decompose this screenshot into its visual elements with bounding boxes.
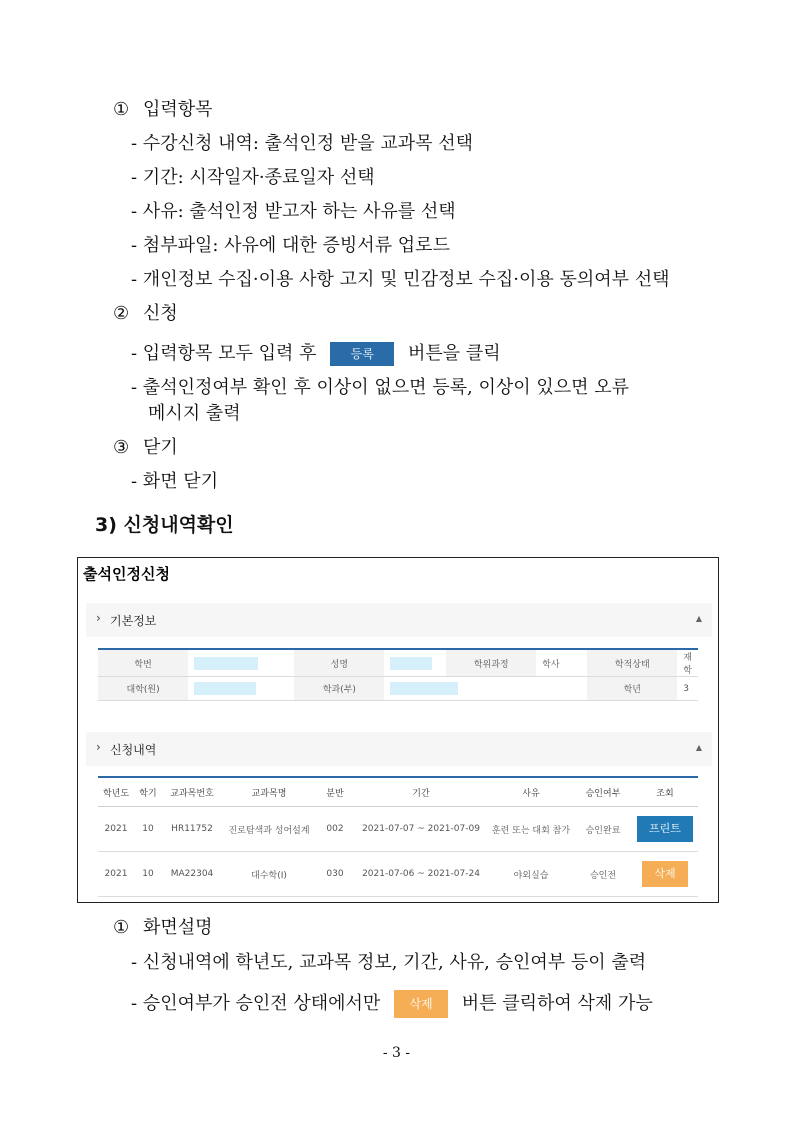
col-approval: 승인여부 [574,777,632,807]
student-no-label: 학번 [98,649,188,677]
masked-field [390,682,458,695]
section-4-number: ① [113,917,130,938]
masked-field [194,682,256,695]
collapse-icon[interactable]: ▲ [695,614,702,623]
section-2-item-1-post: 버튼을 클릭 [407,343,501,364]
dept-value [384,677,587,701]
col-code: 교과목번호 [162,777,222,807]
cell-reason: 훈련 또는 대회 참가 [488,807,574,852]
screen-title: 출석인정신청 [83,565,170,583]
cell-year: 2021 [98,807,134,852]
section-1-title: 입력항목 [143,99,213,120]
cell-year: 2021 [98,852,134,897]
section-2-title: 신청 [143,303,178,324]
section-2-item-1-pre: - 입력항목 모두 입력 후 [131,343,317,364]
college-value [188,677,294,701]
col-section: 분반 [316,777,354,807]
delete-button[interactable]: 삭제 [642,861,688,887]
cell-term: 10 [134,852,162,897]
masked-field [194,657,258,670]
masked-field [390,657,432,670]
chevron-right-icon: › [96,740,101,754]
cell-period: 2021-07-06 ~ 2021-07-24 [354,852,488,897]
history-table [98,776,698,897]
cell-period: 2021-07-07 ~ 2021-07-09 [354,807,488,852]
section-1-item: - 사유: 출석인정 받고자 하는 사유를 선택 [131,201,456,222]
cell-course: 대수학(I) [222,852,316,897]
col-action: 조회 [632,777,698,807]
basic-info-panel-title: 기본정보 [110,614,157,628]
status-value: 재학 [677,649,698,677]
page-number: - 3 - [382,1045,411,1061]
cell-section: 002 [316,807,354,852]
register-button-sample: 등록 [330,342,394,366]
cell-term: 10 [134,807,162,852]
collapse-icon[interactable]: ▲ [695,743,702,752]
section-3-number: ③ [113,437,130,458]
section-1-item: - 수강신청 내역: 출석인정 받을 교과목 선택 [131,133,474,154]
section-3-title: 닫기 [143,437,178,458]
degree-label: 학위과정 [446,649,536,677]
history-panel-header[interactable] [86,732,712,766]
name-label: 성명 [294,649,384,677]
table-row [98,852,698,897]
col-term: 학기 [134,777,162,807]
section-2-item-2-cont: 메시지 출력 [148,403,241,424]
chevron-right-icon: › [96,611,101,625]
history-table-header [98,777,698,807]
section-4-item-2 [131,990,653,1018]
col-period: 기간 [354,777,488,807]
col-year: 학년도 [98,777,134,807]
section-2-item-2: - 출석인정여부 확인 후 이상이 없으면 등록, 이상이 있으면 오류 [131,377,629,398]
section-4-title: 화면설명 [143,917,213,938]
col-course: 교과목명 [222,777,316,807]
delete-button-sample: 삭제 [394,990,448,1018]
basic-info-panel-header[interactable] [86,603,712,637]
year-value: 3 [677,677,698,701]
cell-approval: 승인전 [574,852,632,897]
basic-info-table [98,648,698,701]
section-1-number: ① [113,99,130,120]
section-3-item: - 화면 닫기 [131,471,219,492]
dept-label: 학과(부) [294,677,384,701]
cell-action [632,852,698,897]
section-2-number: ② [113,303,130,324]
history-panel-title: 신청내역 [110,743,157,757]
col-reason: 사유 [488,777,574,807]
table-row [98,807,698,852]
cell-action [632,807,698,852]
section-4-item-2-post: 버튼 클릭하여 삭제 가능 [461,993,653,1014]
name-value [384,649,446,677]
section-4-item-2-pre: - 승인여부가 승인전 상태에서만 [131,993,381,1014]
section-4-item-1: - 신청내역에 학년도, 교과목 정보, 기간, 사유, 승인여부 등이 출력 [131,952,647,973]
cell-code: MA22304 [162,852,222,897]
cell-reason: 야외실습 [488,852,574,897]
cell-code: HR11752 [162,807,222,852]
section-1-item: - 첨부파일: 사유에 대한 증빙서류 업로드 [131,235,450,256]
section-1-item: - 개인정보 수집·이용 사항 고지 및 민감정보 수집·이용 동의여부 선택 [131,269,670,290]
year-label: 학년 [587,677,677,701]
cell-approval: 승인완료 [574,807,632,852]
status-label: 학적상태 [587,649,677,677]
cell-course: 진로탐색과 성어설계 [222,807,316,852]
section-1-item: - 기간: 시작일자·종료일자 선택 [131,167,375,188]
screenshot-figure [77,557,719,903]
section-heading: 3) 신청내역확인 [95,514,234,536]
degree-value: 학사 [536,649,587,677]
student-no-value [188,649,294,677]
college-label: 대학(원) [98,677,188,701]
cell-section: 030 [316,852,354,897]
print-button[interactable]: 프린트 [637,816,693,842]
section-2-item-1 [131,341,501,367]
